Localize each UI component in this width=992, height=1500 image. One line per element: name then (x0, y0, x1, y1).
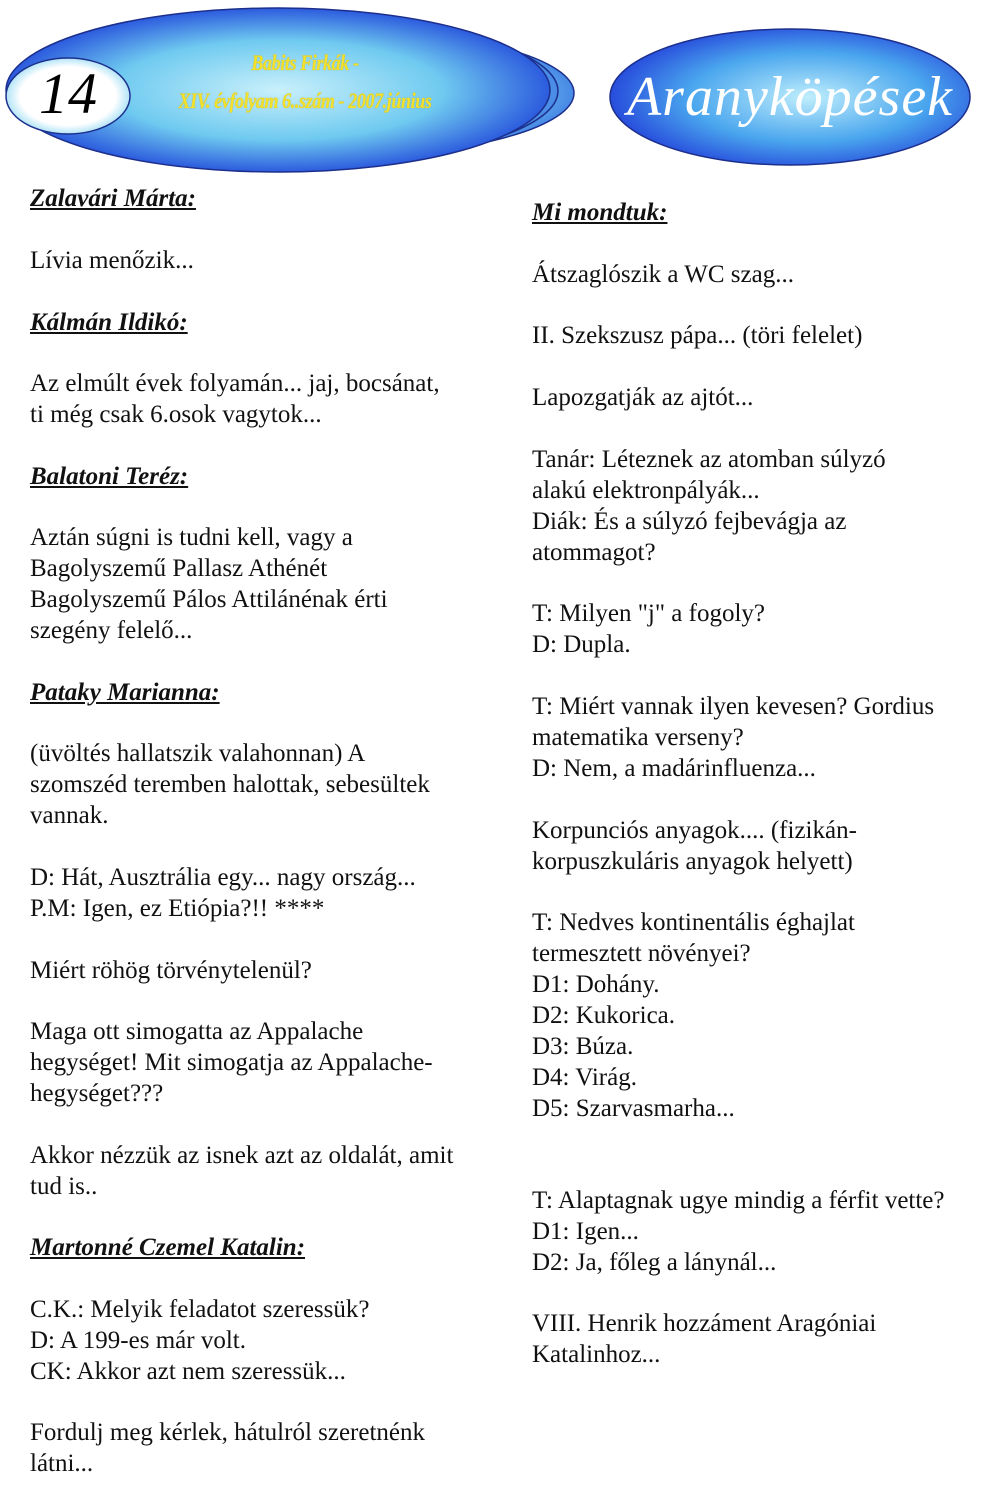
quote: Miért röhög törvénytelenül? (30, 957, 312, 984)
quote: T: Milyen "j" a fogoly? D: Dupla. (532, 600, 766, 658)
quote: Tanár: Léteznek az atomban súlyzó alakú elektronpályák... Diák: És a súlyzó fejbevágja az atommagot? (532, 446, 886, 566)
quote: Lívia menőzik... (30, 247, 194, 274)
quote: (üvöltés hallatszik valahonnan) A szomszéd teremben halottak, sebesültek vannak. (30, 740, 430, 829)
quote: D: Hát, Ausztrália egy... nagy ország... P.M: Igen, ez Etiópia?!! **** (30, 864, 416, 922)
quote: Átszaglószik a WC szag... (532, 261, 794, 288)
issue-title-line1: Babits Firkák - (251, 50, 359, 75)
quote: Korpunciós anyagok.... (fizikán- korpuszkuláris anyagok helyett) (532, 817, 857, 875)
quote: Fordulj meg kérlek, hátulról szeretnénk látni... (30, 1419, 426, 1477)
quote: T: Miért vannak ilyen kevesen? Gordius matematika verseny? D: Nem, a madárinfluenza... (532, 693, 935, 782)
author-heading: Balatoni Teréz: (30, 463, 189, 490)
page-number: 14 (39, 61, 97, 126)
section-heading: Mi mondtuk: (532, 199, 668, 226)
author-heading: Pataky Marianna: (30, 679, 220, 706)
quote: Az elmúlt évek folyamán... jaj, bocsánat, ti még csak 6.osok vagytok... (30, 370, 440, 428)
quote: Maga ott simogatta az Appalache hegységet! Mit simogatja az Appalache- hegységet??? (30, 1018, 433, 1107)
quote: T: Alaptagnak ugye mindig a férfit vette? D1: Igen... D2: Ja, főleg a lánynál... (532, 1187, 945, 1276)
author-heading: Martonné Czemel Katalin: (30, 1234, 306, 1261)
quote: Aztán súgni is tudni kell, vagy a Bagolyszemű Pallasz Athénét Bagolyszemű Pálos Attilánénak érti szegény felelő... (30, 524, 388, 644)
quote: Akkor nézzük az isnek azt az oldalát, amit tud is.. (30, 1142, 454, 1200)
section-title: Aranyköpések (626, 66, 954, 128)
quote: T: Nedves kontinentális éghajlat termesztett növényei? D1: Dohány. D2: Kukorica. D3: Búza. D4: Virág. D5: Szarvasmarha... (532, 909, 855, 1122)
author-heading: Zalavári Márta: (30, 185, 196, 212)
quote: C.K.: Melyik feladatot szeressük? D: A 199-es már volt. CK: Akkor azt nem szeressük... (30, 1296, 370, 1385)
issue-title-line2: XIV. évfolyam 6..szám - 2007.június (178, 88, 432, 113)
quote: Lapozgatják az ajtót... (532, 384, 754, 411)
author-heading: Kálmán Ildikó: (30, 309, 188, 336)
quote: II. Szekszusz pápa... (töri felelet) (532, 322, 863, 349)
issue-title (170, 44, 441, 120)
quote: VIII. Henrik hozzáment Aragóniai Katalinhoz... (532, 1310, 877, 1368)
